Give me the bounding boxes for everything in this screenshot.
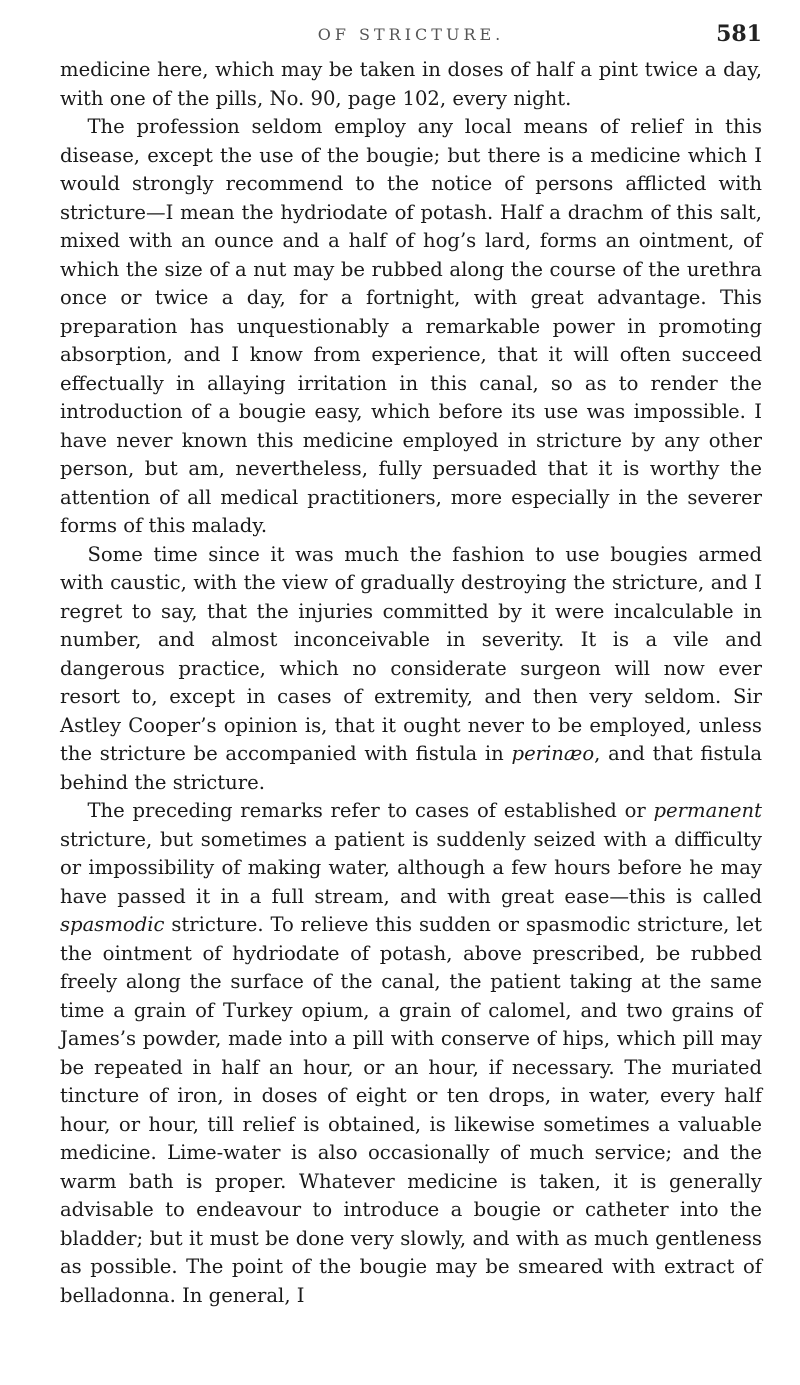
page-number: 581: [716, 21, 762, 47]
paragraph-hydriodate: [60, 113, 762, 541]
italic-term: perinæo: [511, 742, 595, 765]
text-run: The preceding remarks refer to cases of established or: [87, 799, 654, 822]
text-run: medicine here, which may be taken in doses of half a pint twice a day, with one of the pills, No. 90, page 102, every night.: [60, 58, 762, 110]
italic-term: permanent: [653, 799, 762, 822]
paragraph-spasmodic-stricture: [60, 797, 762, 1310]
text-run: stricture, but sometimes a patient is suddenly seized with a difficulty or impossibility of making water, although a few hours before he may have passed it in a full stream, and with great ease—this is called: [60, 827, 762, 908]
book-page: [60, 0, 762, 1385]
running-head: [60, 0, 762, 56]
body-text: [60, 56, 762, 1310]
paragraph-caustic-bougies: [60, 541, 762, 798]
text-run: Some time since it was much the fashion to use bougies armed with caustic, with the view of gradually destroying the stricture, and I regret to say, that the injuries committed by it were incalculable in number, and almost inconceivable in severity. It is a vile and dangerous practice, which no considerate surgeon will now ever resort to, except in cases of extremity, and then very seldom. Sir Astley Cooper’s opinion is, that it ought never to be employed, unless the stricture be accompanied with fistula in: [60, 542, 762, 765]
running-head-title: OF STRICTURE.: [317, 25, 505, 44]
italic-term: spasmodic: [60, 913, 165, 936]
paragraph-continuation: [60, 56, 762, 113]
text-run: stricture. To relieve this sudden or spasmodic stricture, let the ointment of hydriodate of potash, above prescribed, be rubbed freely along the surface of the canal, the patient taking at the same time a grain of Turkey opium, a grain of calomel, and two grains of James’s powder, made into a pill with conserve of hips, which pill may be repeated in half an hour, or an hour, if necessary. The muriated tincture of iron, in doses of eight or ten drops, in water, every half hour, or hour, till relief is obtained, is likewise sometimes a valuable medicine. Lime-water is also occasionally of much service; and the warm bath is proper. Whatever medicine is taken, it is generally advisable to endeavour to introduce a bougie or catheter into the bladder; but it must be done very slowly, and with as much gentleness as possible. The point of the bougie may be smeared with extract of belladonna. In general, I: [60, 913, 762, 1307]
text-run: The profession seldom employ any local means of relief in this disease, except the use of the bougie; but there is a medicine which I would strongly recommend to the notice of persons afflicted with stricture—I mean the hydriodate of potash. Half a drachm of this salt, mixed with an ounce and a half of hog’s lard, forms an ointment, of which the size of a nut may be rubbed along the course of the urethra once or twice a day, for a fortnight, with great advantage. This preparation has unquestionably a remarkable power in promoting absorption, and I know from experience, that it will often succeed effectually in allaying irritation in this canal, so as to render the introduction of a bougie easy, which before its use was impossible. I have never known this medicine employed in stricture by any other person, but am, nevertheless, fully persuaded that it is worthy the attention of all medical practitioners, more especially in the severer forms of this malady.: [60, 115, 762, 537]
text-run: , and that fistula behind the stricture.: [60, 742, 762, 794]
